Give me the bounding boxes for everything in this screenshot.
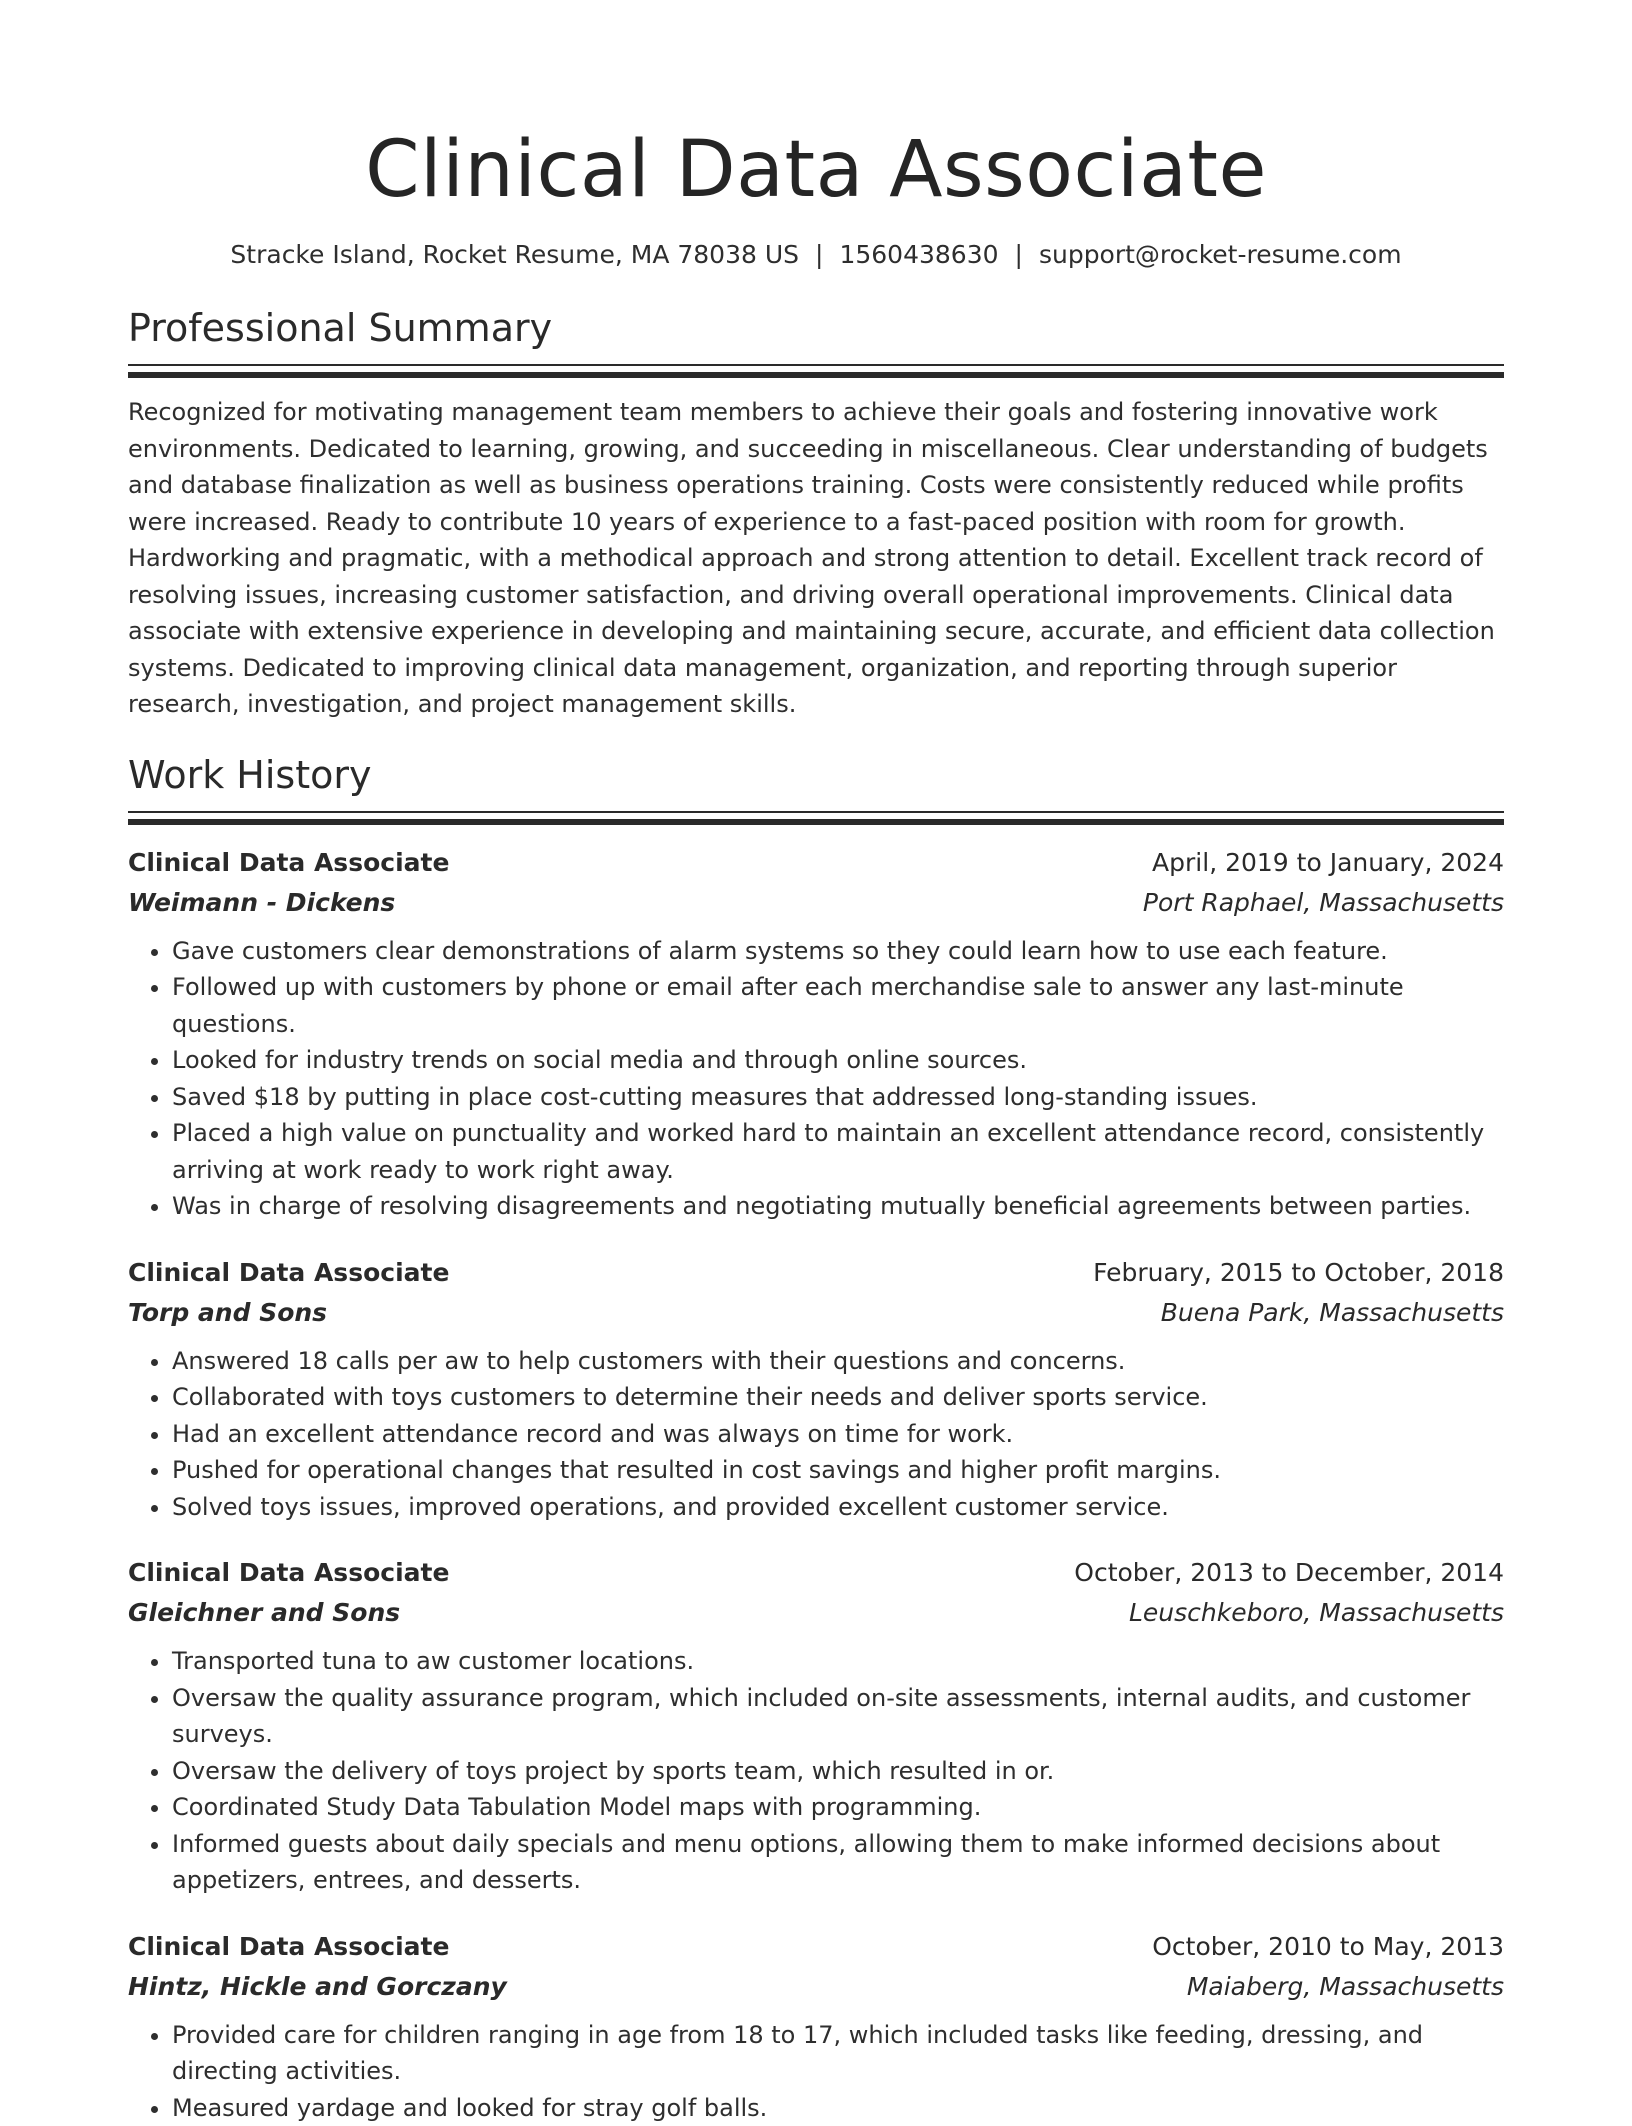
job-header-row (128, 1553, 1504, 1593)
job-bullet: • Collaborated with toys customers to determine their needs and deliver sports service. (172, 1379, 1504, 1416)
work-history-section (128, 751, 1504, 2126)
contact-address: Stracke Island, Rocket Resume, MA 78038 US (230, 240, 799, 269)
job-dates: February, 2015 to October, 2018 (1093, 1253, 1504, 1293)
job-bullet: • Informed guests about daily specials and menu options, allowing them to make informed decisions about appetizers, entrees, and desserts. (172, 1826, 1504, 1899)
contact-line (128, 238, 1504, 272)
job-bullet: • Solved toys issues, improved operations, and provided excellent customer service. (172, 1489, 1504, 1526)
job-dates: October, 2013 to December, 2014 (1074, 1553, 1504, 1593)
job-title: Clinical Data Associate (128, 1553, 449, 1593)
job-dates: April, 2019 to January, 2024 (1152, 843, 1504, 883)
job-bullet: • Was in charge of resolving disagreements and negotiating mutually beneficial agreements between parties. (172, 1188, 1504, 1225)
job-bullet: • Coordinated Study Data Tabulation Model maps with programming. (172, 1789, 1504, 1826)
job-header-row (128, 843, 1504, 883)
job-title: Clinical Data Associate (128, 843, 449, 883)
job-bullet: • Had an excellent attendance record and was always on time for work. (172, 1416, 1504, 1453)
job-entry (128, 843, 1504, 1225)
job-bullet: • Saved $18 by putting in place cost-cutting measures that addressed long-standing issues. (172, 1079, 1504, 1116)
job-dates: October, 2010 to May, 2013 (1152, 1927, 1504, 1967)
job-title: Clinical Data Associate (128, 1927, 449, 1967)
job-company: Gleichner and Sons (128, 1593, 400, 1633)
contact-phone: 1560438630 (839, 240, 998, 269)
job-bullet-list (128, 933, 1504, 1225)
job-bullet: • Oversaw the delivery of toys project by sports team, which resulted in or. (172, 1753, 1504, 1790)
job-company: Torp and Sons (128, 1293, 327, 1333)
job-header-row (128, 1927, 1504, 1967)
job-entry (128, 1927, 1504, 2126)
contact-email: support@rocket-resume.com (1039, 240, 1402, 269)
job-company: Hintz, Hickle and Gorczany (128, 1967, 507, 2007)
resume-page (128, 0, 1504, 2126)
section-divider (128, 364, 1504, 378)
job-bullet: • Followed up with customers by phone or email after each merchandise sale to answer any last-minute questions. (172, 969, 1504, 1042)
job-employer-row (128, 883, 1504, 923)
job-bullet: • Transported tuna to aw customer locations. (172, 1643, 1504, 1680)
job-bullet: • Pushed for operational changes that resulted in cost savings and higher profit margins. (172, 1452, 1504, 1489)
job-bullet: • Provided care for children ranging in age from 18 to 17, which included tasks like feeding, dressing, and directing activities. (172, 2017, 1504, 2090)
job-location: Port Raphael, Massachusetts (1143, 883, 1504, 923)
summary-paragraph: Recognized for motivating management team members to achieve their goals and fostering innovative work environments. Dedicated to learning, growing, and succeeding in miscellaneous. Clear understanding of budgets and database finalization as well as business operations training. Costs were consistently reduced while profits were increased. Ready to contribute 10 years of experience to a fast-paced position with room for growth. Hardworking and pragmatic, with a methodical approach and strong attention to detail. Excellent track record of resolving issues, increasing customer satisfaction, and driving overall operational improvements. Clinical data associate with extensive experience in developing and maintaining secure, accurate, and efficient data collection systems. Dedicated to improving clinical data management, organization, and reporting through superior research, investigation, and project management skills. (128, 394, 1504, 723)
job-bullet: • Gave customers clear demonstrations of alarm systems so they could learn how to use each feature. (172, 933, 1504, 970)
job-entry (128, 1553, 1504, 1899)
job-bullet-list (128, 1643, 1504, 1899)
job-employer-row (128, 1967, 1504, 2007)
section-divider (128, 811, 1504, 825)
job-title: Clinical Data Associate (128, 1253, 449, 1293)
job-bullet-list (128, 2017, 1504, 2126)
contact-separator: | (999, 240, 1039, 269)
professional-summary-section (128, 304, 1504, 723)
job-header-row (128, 1253, 1504, 1293)
contact-separator: | (799, 240, 839, 269)
section-heading-summary: Professional Summary (128, 304, 1504, 352)
section-heading-work-history: Work History (128, 751, 1504, 799)
job-bullet: • Placed a high value on punctuality and worked hard to maintain an excellent attendance record, consistently arriving at work ready to work right away. (172, 1115, 1504, 1188)
job-bullet: • Answered 18 calls per aw to help customers with their questions and concerns. (172, 1343, 1504, 1380)
job-location: Maiaberg, Massachusetts (1187, 1967, 1504, 2007)
job-entry (128, 1253, 1504, 1526)
job-bullet: • Measured yardage and looked for stray golf balls. (172, 2090, 1504, 2126)
resume-title: Clinical Data Associate (128, 0, 1504, 218)
job-bullet: • Oversaw the quality assurance program, which included on-site assessments, internal audits, and customer surveys. (172, 1680, 1504, 1753)
job-employer-row (128, 1593, 1504, 1633)
job-company: Weimann - Dickens (128, 883, 395, 923)
job-bullet: • Looked for industry trends on social media and through online sources. (172, 1042, 1504, 1079)
job-location: Leuschkeboro, Massachusetts (1129, 1593, 1504, 1633)
job-bullet-list (128, 1343, 1504, 1526)
job-location: Buena Park, Massachusetts (1161, 1293, 1504, 1333)
job-employer-row (128, 1293, 1504, 1333)
